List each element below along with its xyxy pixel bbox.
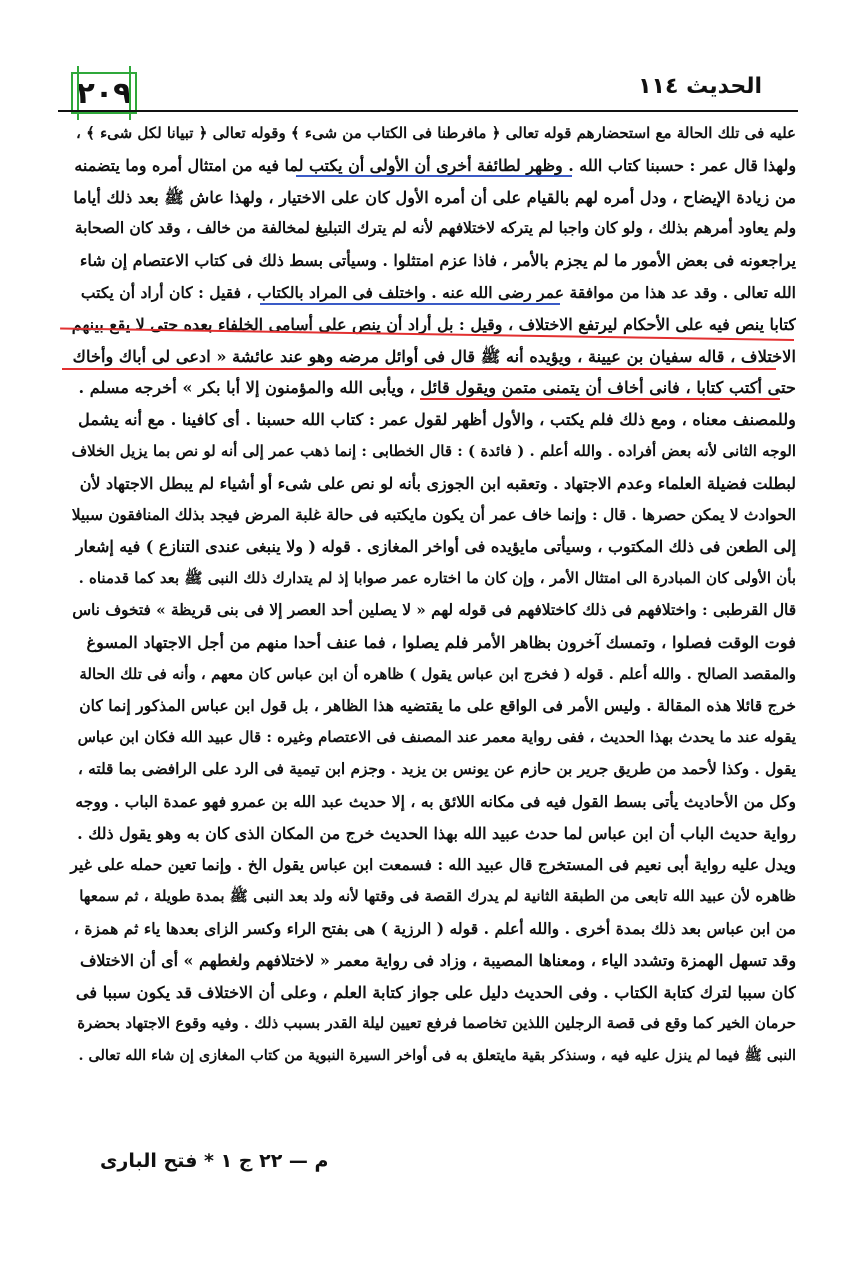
text-line: عليه فى تلك الحالة مع استحضارهم قوله تعالى ﴿ مافرطنا فى الكتاب من شىء ﴾ وقوله تعالى ﴿ تبيانا لكل شىء ﴾ ، (76, 124, 796, 142)
text-line: وكل من الأحاديث يأتى بسط القول فيه فى مكانه اللائق به ، إلا حديث عبد الله بن عمرو فهو عمدة الباب . ووجه (75, 791, 796, 811)
header-rule (58, 110, 798, 112)
page-footer-signature: م — ٢٢ ج ١ * فتح البارى (100, 1150, 329, 1172)
text-line: ويدل عليه رواية أبى نعيم فى المستخرج قال عبيد الله : فسمعت ابن عباس يقول الخ . وإنما تعين حمله على غير (70, 855, 796, 875)
text-line: حرمان الخير كما وقع فى قصة الرجلين اللذين تخاصما فرفع تعيين ليلة القدر بسبب ذلك . وفيه وقوع الاجتهاد بحضرة (77, 1014, 796, 1033)
text-line: يقول . وكذا لأحمد من طريق جرير بن حازم عن يونس بن يزيد . وجزم ابن تيمية فى الرد على الرافضى بما قلته ، (77, 759, 796, 778)
text-line: ظاهره لأن عبيد الله تابعى من الطبقة الثانية لم يدرك القصة فى وقتها لأنه ولد بعد النبى ﷺ بمدة طويلة ، ثم سمعها (79, 887, 796, 906)
red-underline-annotation (420, 398, 780, 400)
text-line: يقوله عند ما يحدث بهذا الحديث ، ففى رواية معمر عند المصنف فى الاعتصام وغيره : قال عبيد الله فكان ابن عباس (77, 728, 796, 747)
text-line: حتى أكتب كتابا ، فانى أخاف أن يتمنى متمن ويقول قائل ، ويأبى الله والمؤمنون إلا أبا بكر » أخرجه مسلم . (78, 378, 796, 398)
text-line: فوت الوقت فصلوا ، وتمسك آخرون بظاهر الأمر فلم يصلوا ، فما عنف أحدا منهم من أجل الاجتهاد المسوغ (86, 632, 796, 652)
text-line: كان سببا لترك كتابة الكتاب . وفى الحديث دليل على جواز كتابة العلم ، وعلى أن الاختلاف قد يكون سببا فى (75, 982, 796, 1002)
text-line: الوجه الثانى لأنه بعض أفراده . والله أعلم . ( فائدة ) : قال الخطابى : إنما ذهب عمر إلى أنه لو نص بما يزيل الخلاف (71, 441, 796, 460)
text-line: والمقصد الصالح . والله أعلم . قوله ( فخرج ابن عباس يقول ) ظاهره أن ابن عباس كان معهم ، وأنه فى تلك الحالة (79, 664, 796, 683)
text-line: قال القرطبى : واختلافهم فى ذلك كاختلافهم فى قوله لهم « لا يصلين أحد العصر إلا فى بنى قريظة » فتخوف ناس (72, 600, 796, 619)
text-line: الحوادث لا يمكن حصرها . قال : وإنما خاف عمر أن يكون مايكتبه فى حالة غلبة المرض فيجد بذلك المنافقون سبيلا (71, 505, 796, 524)
text-line: النبى ﷺ فيما لم ينزل عليه فيه ، وسنذكر بقية مايتعلق به فى أواخر السيرة النبوية من كتاب المغازى إن شاء الله تعالى . (78, 1047, 796, 1065)
text-line: رواية حديث الباب أن ابن عباس لما حدث عبيد الله بهذا الحديث خرج من المكان الذى كان به وهو يقول ذلك . (77, 823, 796, 843)
text-line: بأن الأولى كان المبادرة الى امتثال الأمر ، وإن كان ما اختاره عمر صوابا إذ لم يتدارك ذلك النبى ﷺ بعد كما قدمناه . (78, 569, 796, 588)
text-line: وللمصنف معناه ، ومع ذلك فلم يكتب ، والأول أظهر لقول عمر : كتاب الله حسبنا . أى كافينا . مع أنه يشمل (78, 410, 796, 430)
page-number: ٢٠٩ (76, 75, 132, 111)
text-line: كتابا ينص فيه على الأحكام ليرتفع الاختلاف ، وقيل : بل أراد أن ينص على أسامى الخلفاء بعده حتى لا يقع بينهم (71, 314, 796, 334)
red-underline-annotation (62, 368, 776, 370)
text-line: الله تعالى . وقد عد هذا من موافقة عمر رضى الله عنه . واختلف فى المراد بالكتاب ، فقيل : كان أراد أن يكتب (80, 282, 796, 302)
text-line: من زيادة الإيضاح ، ودل أمره لهم بالقيام على أن أمره الأول كان على الاختيار ، ولهذا عاش ﷺ بعد ذلك أياما (73, 187, 796, 207)
text-line: خرج قائلا هذه المقالة . وليس الأمر فى الواقع على ما يقتضيه هذا الظاهر ، بل قول ابن عباس المذكور إنما كان (79, 696, 796, 716)
body-text (68, 118, 796, 1072)
text-line: لبطلت فضيلة العلماء وعدم الاجتهاد . وتعقبه ابن الجوزى بأنه لو نص على شىء أو أشياء لم يبطل الاجتهاد لأن (79, 473, 796, 493)
text-line: ولم يعاود أمرهم بذلك ، ولو كان واجبا لم يتركه لاختلافهم لأنه لم يترك التبليغ لمخالفة من خالف ، وقد كان الصحابة (74, 219, 796, 238)
text-line: ولهذا قال عمر : حسبنا كتاب الله . وظهر لطائفة أخرى أن الأولى أن يكتب لما فيه من امتثال أمره وما يتضمنه (74, 155, 796, 175)
text-line: الاختلاف ، قاله سفيان بن عيينة ، ويؤيده أنه ﷺ قال فى أوائل مرضه وهو عند عائشة « ادعى لى أباك وأخاك (72, 346, 796, 366)
running-header: الحديث ١١٤ (638, 74, 762, 99)
blue-underline-annotation (296, 175, 572, 177)
text-line: يراجعونه فى بعض الأمور ما لم يجزم بالأمر ، فاذا عزم امتثلوا . وسيأتى بسط ذلك فى كتاب الاعتصام إن شاء (79, 251, 796, 271)
text-line: وقد تسهل الهمزة وتشدد الياء ، ومعناها المصيبة ، وزاد فى رواية معمر « لاختلافهم ولغطهم » أى أن الاختلاف (79, 950, 796, 970)
text-line: إلى الطعن فى ذلك المكتوب ، وسيأتى مايؤيده فى أواخر المغازى . قوله ( ولا ينبغى عندى التنازع ) فيه إشعار (75, 537, 796, 557)
page-number-box (71, 72, 137, 114)
text-line: من ابن عباس بعد ذلك بمدة أخرى . والله أعلم . قوله ( الرزية ) هى بفتح الراء وكسر الزاى بعدها ياء ثم همزة ، (73, 918, 796, 938)
blue-underline-annotation (260, 303, 560, 305)
